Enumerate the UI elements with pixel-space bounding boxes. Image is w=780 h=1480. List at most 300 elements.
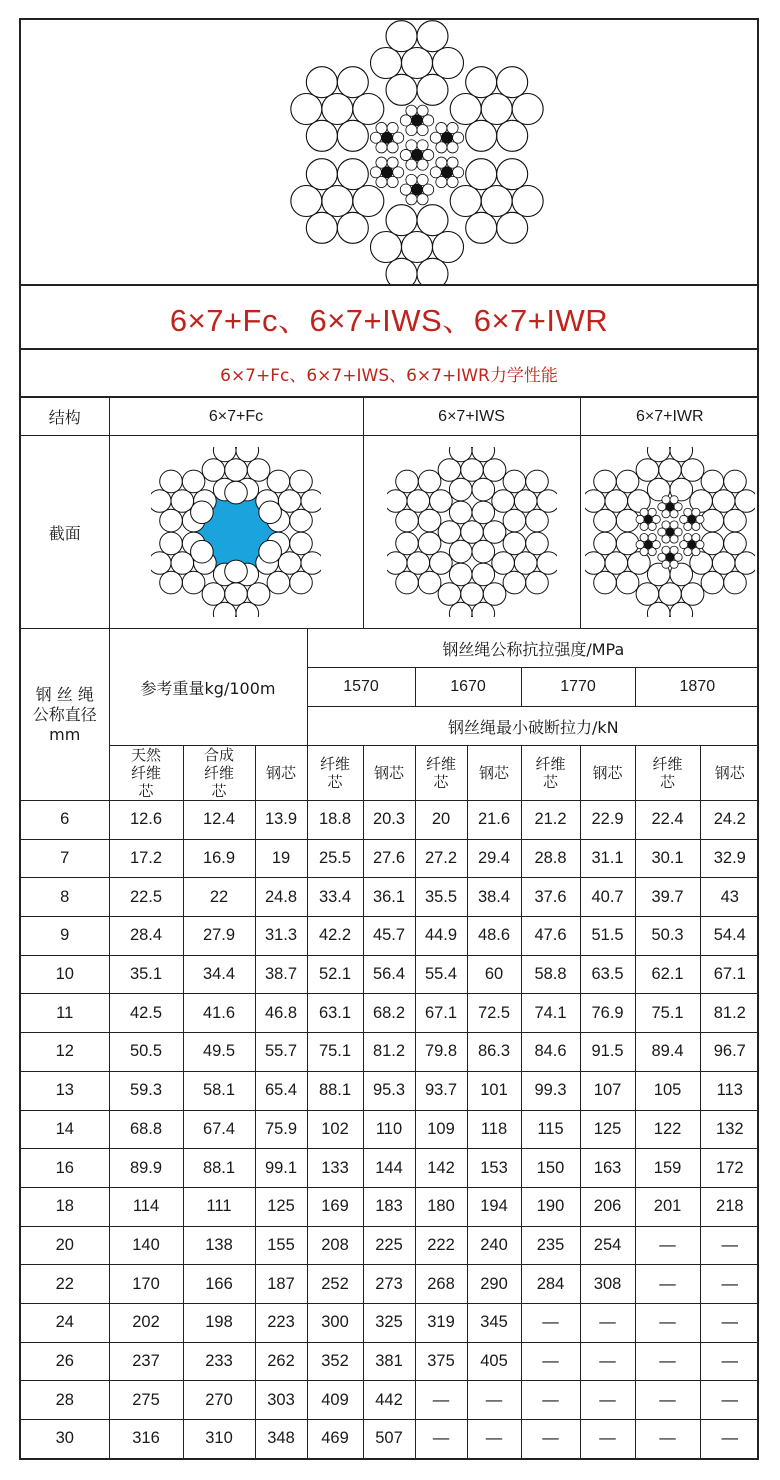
value-cell: 190 <box>521 1187 580 1226</box>
value-cell: 21.6 <box>467 801 521 840</box>
value-cell: 405 <box>467 1342 521 1381</box>
core-wire <box>387 122 398 133</box>
wire-circle <box>525 571 548 594</box>
wire-circle <box>225 583 248 606</box>
core-wire <box>393 132 404 143</box>
diameter-cell: 18 <box>21 1187 109 1226</box>
wire-circle <box>418 470 441 493</box>
wire-circle <box>483 459 506 482</box>
value-cell: — <box>521 1420 580 1458</box>
steel-core-header: 钢芯 <box>467 746 521 801</box>
value-cell: 290 <box>467 1265 521 1304</box>
value-cell: 52.1 <box>307 955 363 994</box>
value-cell: 35.1 <box>109 955 183 994</box>
wire-circle <box>278 552 301 575</box>
value-cell: 316 <box>109 1420 183 1458</box>
wire-circle <box>503 470 526 493</box>
value-cell: 96.7 <box>700 1033 759 1072</box>
wire-circle <box>472 540 495 563</box>
wire-circle <box>160 571 183 594</box>
diameter-cell: 9 <box>21 917 109 956</box>
value-cell: 81.2 <box>700 994 759 1033</box>
value-cell: 29.4 <box>467 839 521 878</box>
spec-sheet <box>19 18 759 1460</box>
value-cell: — <box>580 1342 635 1381</box>
wire-circle <box>371 232 402 263</box>
value-cell: 27.2 <box>415 839 467 878</box>
wire-circle <box>182 571 205 594</box>
value-cell: 63.5 <box>580 955 635 994</box>
diameter-cell: 20 <box>21 1226 109 1265</box>
value-cell: 32.9 <box>700 839 759 878</box>
core-wire <box>436 157 447 168</box>
value-cell: 223 <box>255 1303 307 1342</box>
steel-core-header: 钢芯 <box>255 746 307 801</box>
core-wire <box>684 508 692 516</box>
table-row <box>21 1420 759 1458</box>
table-row <box>21 994 759 1033</box>
value-cell: 88.1 <box>183 1149 255 1188</box>
value-cell: 56.4 <box>363 955 415 994</box>
core-wire <box>692 548 700 556</box>
value-cell: 113 <box>700 1071 759 1110</box>
value-cell: — <box>467 1381 521 1420</box>
wire-circle <box>191 501 214 524</box>
value-cell: 50.5 <box>109 1033 183 1072</box>
value-cell: — <box>580 1381 635 1420</box>
wire-circle <box>259 501 282 524</box>
value-cell: 198 <box>183 1303 255 1342</box>
value-cell: 240 <box>467 1226 521 1265</box>
value-cell: 27.6 <box>363 839 415 878</box>
core-wire <box>417 124 428 135</box>
diameter-cell: 6 <box>21 801 109 840</box>
value-cell: 218 <box>700 1187 759 1226</box>
synthetic-fiber-text: 合成纤维芯 <box>203 746 234 800</box>
wire-circle <box>525 509 548 532</box>
value-cell: — <box>415 1420 467 1458</box>
core-wire <box>648 533 656 541</box>
wire-circle <box>386 205 417 236</box>
value-cell: 102 <box>307 1110 363 1149</box>
value-cell: 12.6 <box>109 801 183 840</box>
value-cell: 166 <box>183 1265 255 1304</box>
core-wire <box>400 184 411 195</box>
value-cell: 25.5 <box>307 839 363 878</box>
wire-circle <box>450 94 481 125</box>
value-cell: 42.5 <box>109 994 183 1033</box>
value-cell: 75.9 <box>255 1110 307 1149</box>
core-wire <box>436 176 447 187</box>
wire-circle <box>290 509 313 532</box>
value-cell: 89.9 <box>109 1149 183 1188</box>
wire-circle <box>402 48 433 79</box>
wire-circle <box>395 571 418 594</box>
wire-circle <box>481 94 512 125</box>
value-cell: 284 <box>521 1265 580 1304</box>
value-cell: 75.1 <box>307 1033 363 1072</box>
natural-fiber-header <box>109 746 183 801</box>
value-cell: 22.5 <box>109 878 183 917</box>
wire-circle <box>151 490 171 513</box>
value-cell: — <box>700 1342 759 1381</box>
value-cell: — <box>635 1226 700 1265</box>
value-cell: 348 <box>255 1420 307 1458</box>
wire-circle <box>594 571 617 594</box>
value-cell: 118 <box>467 1110 521 1149</box>
value-cell: 34.4 <box>183 955 255 994</box>
value-cell: 115 <box>521 1110 580 1149</box>
value-cell: 202 <box>109 1303 183 1342</box>
wire-circle <box>202 459 225 482</box>
core-wire <box>436 142 447 153</box>
value-cell: 28.4 <box>109 917 183 956</box>
value-cell: 442 <box>363 1381 415 1420</box>
value-cell: 68.8 <box>109 1110 183 1149</box>
section-label: 截面 <box>21 436 109 629</box>
wire-circle <box>701 470 724 493</box>
core-wire <box>411 184 422 195</box>
hero-cross-section <box>21 20 757 286</box>
value-cell: 469 <box>307 1420 363 1458</box>
value-cell: 88.1 <box>307 1071 363 1110</box>
core-wire <box>447 176 458 187</box>
core-wire <box>648 508 656 516</box>
wire-circle <box>202 583 225 606</box>
wire-circle <box>160 509 183 532</box>
wire-circle <box>723 470 746 493</box>
wire-circle <box>616 571 639 594</box>
min-break-label: 钢丝绳最小破断拉力/kN <box>307 707 759 746</box>
diameter-cell: 30 <box>21 1420 109 1458</box>
core-wire <box>662 521 670 529</box>
value-cell: 75.1 <box>635 994 700 1033</box>
wire-circle <box>497 120 528 151</box>
table-row <box>21 1033 759 1072</box>
value-cell: 48.6 <box>467 917 521 956</box>
wire-circle <box>537 552 557 575</box>
table-title: 6×7+Fc、6×7+IWS、6×7+IWR力学性能 <box>21 350 757 398</box>
value-cell: 270 <box>183 1381 255 1420</box>
wire-circle <box>225 481 248 504</box>
value-cell: 308 <box>580 1265 635 1304</box>
wire-circle <box>290 571 313 594</box>
table-row <box>21 1342 759 1381</box>
core-wire <box>692 508 700 516</box>
value-cell: 67.1 <box>415 994 467 1033</box>
value-cell: — <box>580 1420 635 1458</box>
value-cell: 345 <box>467 1303 521 1342</box>
wire-circle <box>171 552 194 575</box>
core-wire <box>670 521 678 529</box>
value-cell: 352 <box>307 1342 363 1381</box>
wire-circle <box>160 532 183 555</box>
wire-circle <box>267 571 290 594</box>
wire-circle <box>735 552 755 575</box>
value-cell: 114 <box>109 1187 183 1226</box>
steel-core-header: 钢芯 <box>363 746 415 801</box>
wire-circle <box>417 205 448 236</box>
wire-circle <box>417 74 448 105</box>
value-cell: 22 <box>183 878 255 917</box>
value-cell: 225 <box>363 1226 415 1265</box>
wire-circle <box>267 470 290 493</box>
value-cell: 67.1 <box>700 955 759 994</box>
wire-circle <box>407 552 430 575</box>
core-wire <box>453 167 464 178</box>
wire-circle <box>306 212 337 243</box>
value-cell: 40.7 <box>580 878 635 917</box>
value-cell: 132 <box>700 1110 759 1149</box>
value-cell: 409 <box>307 1381 363 1420</box>
value-cell: 303 <box>255 1381 307 1420</box>
wire-circle <box>301 490 321 513</box>
section-fc <box>109 436 363 629</box>
value-cell: 47.6 <box>521 917 580 956</box>
wire-circle <box>472 501 495 524</box>
value-cell: 31.1 <box>580 839 635 878</box>
value-cell: 35.5 <box>415 878 467 917</box>
value-cell: 95.3 <box>363 1071 415 1110</box>
core-wire <box>400 115 411 126</box>
core-wire <box>670 546 678 554</box>
wire-circle <box>450 186 481 217</box>
wire-circle <box>594 470 617 493</box>
value-cell: 24.8 <box>255 878 307 917</box>
wire-circle <box>322 94 353 125</box>
wire-circle <box>371 48 402 79</box>
value-cell: 111 <box>183 1187 255 1226</box>
wire-circle <box>636 459 659 482</box>
wire-circle <box>182 470 205 493</box>
core-wire <box>670 510 678 518</box>
value-cell: 144 <box>363 1149 415 1188</box>
wire-circle <box>291 94 322 125</box>
table-row <box>21 1187 759 1226</box>
wire-circle <box>681 459 704 482</box>
wire-circle <box>417 258 448 284</box>
core-wire <box>692 533 700 541</box>
wire-circle <box>160 470 183 493</box>
value-cell: 20 <box>415 801 467 840</box>
wire-circle <box>466 120 497 151</box>
value-cell: 44.9 <box>415 917 467 956</box>
core-wire <box>381 167 392 178</box>
value-cell: 163 <box>580 1149 635 1188</box>
wire-circle <box>449 501 472 524</box>
core-wire <box>640 533 648 541</box>
wire-circle <box>301 552 321 575</box>
wire-circle <box>723 571 746 594</box>
wire-circle <box>418 532 441 555</box>
core-wire <box>381 132 392 143</box>
value-cell: 18.8 <box>307 801 363 840</box>
table-row <box>21 801 759 840</box>
page-title: 6×7+Fc、6×7+IWS、6×7+IWR <box>21 286 757 350</box>
value-cell: 201 <box>635 1187 700 1226</box>
value-cell: — <box>700 1226 759 1265</box>
diameter-cell: 7 <box>21 839 109 878</box>
wire-circle <box>460 583 483 606</box>
structure-iws: 6×7+IWS <box>363 398 580 436</box>
value-cell: 99.1 <box>255 1149 307 1188</box>
wire-circle <box>151 552 171 575</box>
core-wire <box>417 194 428 205</box>
value-cell: 63.1 <box>307 994 363 1033</box>
wire-circle <box>306 159 337 190</box>
wire-circle <box>701 571 724 594</box>
core-wire <box>406 105 417 116</box>
value-cell: — <box>700 1303 759 1342</box>
wire-circle <box>306 67 337 98</box>
wire-circle <box>449 540 472 563</box>
value-cell: 19 <box>255 839 307 878</box>
table-row <box>21 1303 759 1342</box>
ref-weight-label: 参考重量kg/100m <box>109 629 307 746</box>
wire-circle <box>449 563 472 586</box>
wire-circle <box>503 532 526 555</box>
wire-circle <box>701 532 724 555</box>
value-cell: — <box>521 1303 580 1342</box>
value-cell: 58.8 <box>521 955 580 994</box>
wire-circle <box>247 459 270 482</box>
wire-circle <box>225 459 248 482</box>
value-cell: 36.1 <box>363 878 415 917</box>
value-cell: 381 <box>363 1342 415 1381</box>
value-cell: — <box>521 1381 580 1420</box>
value-cell: 58.1 <box>183 1071 255 1110</box>
value-cell: 183 <box>363 1187 415 1226</box>
core-wire <box>670 560 678 568</box>
wire-circle <box>658 459 681 482</box>
core-wire <box>670 535 678 543</box>
core-wire <box>430 167 441 178</box>
wire-circle <box>433 48 464 79</box>
diameter-cell: 10 <box>21 955 109 994</box>
diameter-cell: 28 <box>21 1381 109 1420</box>
wire-circle <box>735 490 755 513</box>
wire-circle <box>337 159 368 190</box>
wire-circle <box>438 583 461 606</box>
value-cell: 206 <box>580 1187 635 1226</box>
wire-circle <box>472 478 495 501</box>
value-cell: 159 <box>635 1149 700 1188</box>
core-wire <box>406 174 417 185</box>
value-cell: 325 <box>363 1303 415 1342</box>
wire-circle <box>290 532 313 555</box>
wire-circle <box>433 232 464 263</box>
wire-circle <box>429 552 452 575</box>
value-cell: 65.4 <box>255 1071 307 1110</box>
wire-circle <box>481 186 512 217</box>
wire-circle <box>497 212 528 243</box>
value-cell: 72.5 <box>467 994 521 1033</box>
core-wire <box>400 149 411 160</box>
wire-circle <box>407 490 430 513</box>
wire-circle <box>460 521 483 544</box>
value-cell: — <box>635 1342 700 1381</box>
core-wire <box>387 157 398 168</box>
value-cell: 27.9 <box>183 917 255 956</box>
table-row <box>21 1226 759 1265</box>
core-wire <box>423 184 434 195</box>
wire-circle <box>438 521 461 544</box>
wire-circle <box>512 186 543 217</box>
wire-circle <box>225 560 248 583</box>
wire-circle <box>514 552 537 575</box>
wire-circle <box>460 459 483 482</box>
value-cell: 46.8 <box>255 994 307 1033</box>
value-cell: — <box>635 1381 700 1420</box>
table-row <box>21 1381 759 1420</box>
value-cell: 93.7 <box>415 1071 467 1110</box>
value-cell: 140 <box>109 1226 183 1265</box>
value-cell: 76.9 <box>580 994 635 1033</box>
value-cell: 51.5 <box>580 917 635 956</box>
wire-circle <box>594 509 617 532</box>
value-cell: 208 <box>307 1226 363 1265</box>
wire-circle <box>701 509 724 532</box>
value-cell: 155 <box>255 1226 307 1265</box>
value-cell: — <box>521 1342 580 1381</box>
wire-circle <box>322 186 353 217</box>
wire-circle <box>387 552 407 575</box>
wire-circle <box>247 583 270 606</box>
wire-circle <box>636 583 659 606</box>
core-wire <box>441 132 452 143</box>
wire-circle <box>594 532 617 555</box>
diameter-cell: 8 <box>21 878 109 917</box>
section-iws <box>363 436 580 629</box>
core-wire <box>417 140 428 151</box>
value-cell: 54.4 <box>700 917 759 956</box>
value-cell: 268 <box>415 1265 467 1304</box>
value-cell: 43 <box>700 878 759 917</box>
wire-circle <box>291 186 322 217</box>
wire-circle <box>525 470 548 493</box>
value-cell: 86.3 <box>467 1033 521 1072</box>
value-cell: 300 <box>307 1303 363 1342</box>
wire-circle <box>386 21 417 52</box>
core-wire <box>417 159 428 170</box>
value-cell: 12.4 <box>183 801 255 840</box>
wire-circle <box>605 490 628 513</box>
value-cell: 55.4 <box>415 955 467 994</box>
value-cell: 107 <box>580 1071 635 1110</box>
table-row <box>21 1110 759 1149</box>
value-cell: 38.7 <box>255 955 307 994</box>
structure-label: 结构 <box>21 398 109 436</box>
table-row <box>21 1265 759 1304</box>
diameter-cell: 22 <box>21 1265 109 1304</box>
value-cell: 22.4 <box>635 801 700 840</box>
wire-circle <box>497 159 528 190</box>
wire-circle <box>616 509 639 532</box>
wire-circle <box>429 490 452 513</box>
wire-circle <box>466 212 497 243</box>
core-wire <box>406 140 417 151</box>
tensile-strength-label: 钢丝绳公称抗拉强度/MPa <box>307 629 759 668</box>
core-wire <box>376 122 387 133</box>
value-cell: 150 <box>521 1149 580 1188</box>
wire-circle <box>503 509 526 532</box>
core-wire <box>436 122 447 133</box>
core-wire <box>417 174 428 185</box>
value-cell: 125 <box>580 1110 635 1149</box>
core-wire <box>423 149 434 160</box>
core-wire <box>640 508 648 516</box>
core-wire <box>406 124 417 135</box>
